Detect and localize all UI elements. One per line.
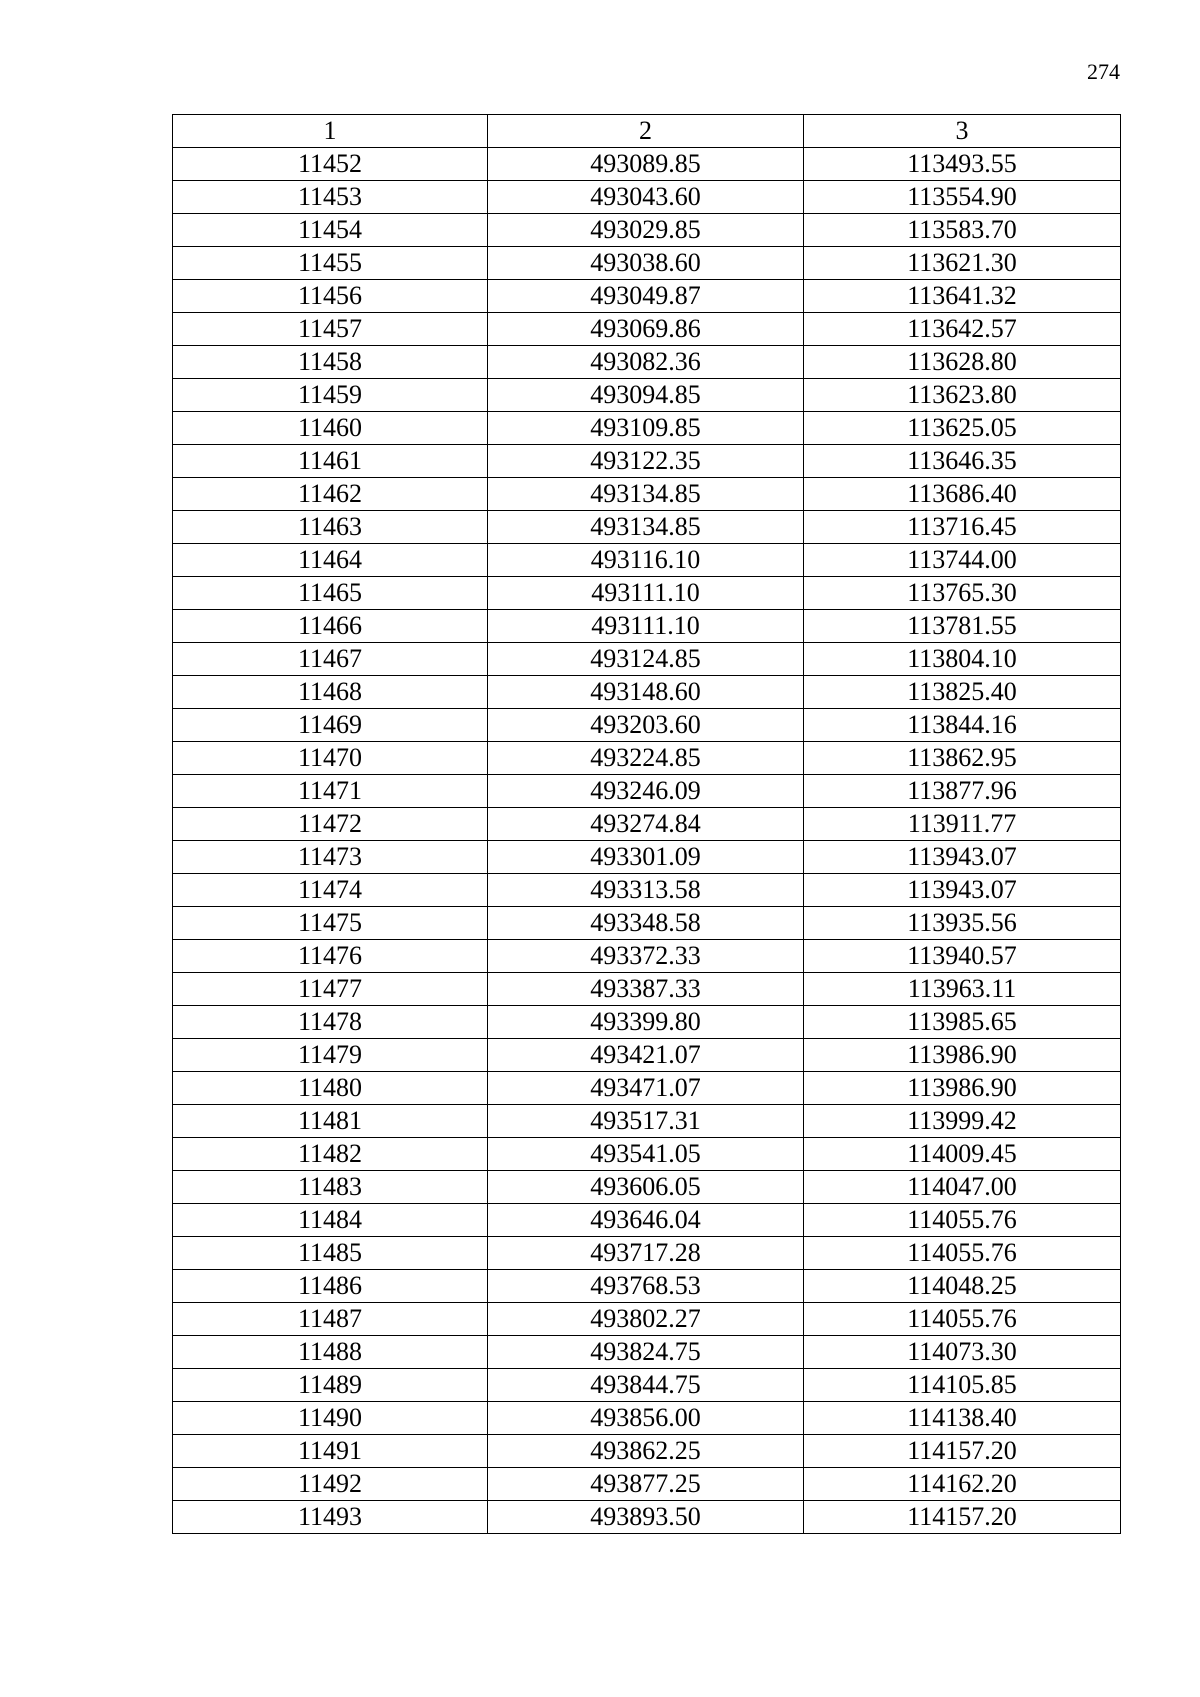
- table-row: [173, 412, 1121, 445]
- point-number-cell: 11485: [173, 1237, 488, 1270]
- header-cell-3: 3: [804, 115, 1121, 148]
- table-row: [173, 445, 1121, 478]
- coordinate-x-cell: 493043.60: [488, 181, 804, 214]
- point-number-cell: 11463: [173, 511, 488, 544]
- coordinate-x-cell: 493069.86: [488, 313, 804, 346]
- coordinate-y-cell: 113583.70: [804, 214, 1121, 247]
- coordinate-y-cell: 113825.40: [804, 676, 1121, 709]
- point-number-cell: 11465: [173, 577, 488, 610]
- coordinate-y-cell: 113943.07: [804, 874, 1121, 907]
- coordinate-y-cell: 114055.76: [804, 1303, 1121, 1336]
- point-number-cell: 11479: [173, 1039, 488, 1072]
- coordinate-x-cell: 493421.07: [488, 1039, 804, 1072]
- table-row: [173, 379, 1121, 412]
- page-number: 274: [1087, 59, 1120, 84]
- coordinate-x-cell: 493224.85: [488, 742, 804, 775]
- point-number-cell: 11473: [173, 841, 488, 874]
- coordinate-x-cell: 493824.75: [488, 1336, 804, 1369]
- point-number-cell: 11461: [173, 445, 488, 478]
- point-number-cell: 11487: [173, 1303, 488, 1336]
- table-row: [173, 313, 1121, 346]
- coordinate-x-cell: 493646.04: [488, 1204, 804, 1237]
- coordinate-x-cell: 493274.84: [488, 808, 804, 841]
- point-number-cell: 11488: [173, 1336, 488, 1369]
- point-number-cell: 11481: [173, 1105, 488, 1138]
- point-number-cell: 11467: [173, 643, 488, 676]
- coordinate-y-cell: 114157.20: [804, 1501, 1121, 1534]
- coordinate-y-cell: 114138.40: [804, 1402, 1121, 1435]
- table-row: [173, 1105, 1121, 1138]
- coordinate-x-cell: 493246.09: [488, 775, 804, 808]
- point-number-cell: 11456: [173, 280, 488, 313]
- table-row: [173, 643, 1121, 676]
- coordinate-y-cell: 114162.20: [804, 1468, 1121, 1501]
- coordinate-x-cell: 493877.25: [488, 1468, 804, 1501]
- point-number-cell: 11452: [173, 148, 488, 181]
- table-body: [173, 115, 1121, 1534]
- table-row: [173, 181, 1121, 214]
- table-row: [173, 1336, 1121, 1369]
- point-number-cell: 11480: [173, 1072, 488, 1105]
- table-row: [173, 940, 1121, 973]
- coordinate-y-cell: 114047.00: [804, 1171, 1121, 1204]
- table-row: [173, 1237, 1121, 1270]
- point-number-cell: 11470: [173, 742, 488, 775]
- point-number-cell: 11469: [173, 709, 488, 742]
- coordinate-x-cell: 493768.53: [488, 1270, 804, 1303]
- coordinate-x-cell: 493844.75: [488, 1369, 804, 1402]
- coordinate-x-cell: 493802.27: [488, 1303, 804, 1336]
- table-row: [173, 1468, 1121, 1501]
- table-row: [173, 1006, 1121, 1039]
- point-number-cell: 11476: [173, 940, 488, 973]
- table-row: [173, 577, 1121, 610]
- coordinate-x-cell: 493089.85: [488, 148, 804, 181]
- point-number-cell: 11474: [173, 874, 488, 907]
- coordinate-y-cell: 113804.10: [804, 643, 1121, 676]
- point-number-cell: 11492: [173, 1468, 488, 1501]
- coordinate-y-cell: 113765.30: [804, 577, 1121, 610]
- coordinate-x-cell: 493313.58: [488, 874, 804, 907]
- point-number-cell: 11489: [173, 1369, 488, 1402]
- table-row: [173, 1402, 1121, 1435]
- table-row: [173, 1072, 1121, 1105]
- coordinate-y-cell: 113625.05: [804, 412, 1121, 445]
- point-number-cell: 11455: [173, 247, 488, 280]
- coordinate-y-cell: 114055.76: [804, 1204, 1121, 1237]
- header-cell-2: 2: [488, 115, 804, 148]
- coordinate-x-cell: 493148.60: [488, 676, 804, 709]
- coordinate-x-cell: 493541.05: [488, 1138, 804, 1171]
- coordinate-x-cell: 493038.60: [488, 247, 804, 280]
- table-row: [173, 346, 1121, 379]
- point-number-cell: 11475: [173, 907, 488, 940]
- coordinate-y-cell: 113628.80: [804, 346, 1121, 379]
- point-number-cell: 11490: [173, 1402, 488, 1435]
- coordinate-x-cell: 493134.85: [488, 478, 804, 511]
- table-row: [173, 676, 1121, 709]
- point-number-cell: 11464: [173, 544, 488, 577]
- coordinate-y-cell: 113986.90: [804, 1039, 1121, 1072]
- coordinate-y-cell: 114157.20: [804, 1435, 1121, 1468]
- coordinate-x-cell: 493203.60: [488, 709, 804, 742]
- table-row: [173, 1270, 1121, 1303]
- coordinate-y-cell: 113943.07: [804, 841, 1121, 874]
- coordinate-x-cell: 493111.10: [488, 577, 804, 610]
- table-row: [173, 973, 1121, 1006]
- table-row: [173, 247, 1121, 280]
- coordinate-y-cell: 113940.57: [804, 940, 1121, 973]
- coordinate-y-cell: 113862.95: [804, 742, 1121, 775]
- coordinate-y-cell: 114105.85: [804, 1369, 1121, 1402]
- coordinate-x-cell: 493049.87: [488, 280, 804, 313]
- table-row: [173, 742, 1121, 775]
- coordinate-y-cell: 113911.77: [804, 808, 1121, 841]
- coordinate-x-cell: 493471.07: [488, 1072, 804, 1105]
- point-number-cell: 11458: [173, 346, 488, 379]
- coordinate-x-cell: 493856.00: [488, 1402, 804, 1435]
- coordinate-x-cell: 493717.28: [488, 1237, 804, 1270]
- point-number-cell: 11454: [173, 214, 488, 247]
- coordinate-y-cell: 113744.00: [804, 544, 1121, 577]
- coordinate-x-cell: 493517.31: [488, 1105, 804, 1138]
- coordinate-x-cell: 493122.35: [488, 445, 804, 478]
- table-row: [173, 511, 1121, 544]
- coordinate-x-cell: 493116.10: [488, 544, 804, 577]
- coordinate-x-cell: 493606.05: [488, 1171, 804, 1204]
- coordinate-y-cell: 113999.42: [804, 1105, 1121, 1138]
- point-number-cell: 11457: [173, 313, 488, 346]
- coordinate-y-cell: 113646.35: [804, 445, 1121, 478]
- coordinate-y-cell: 113642.57: [804, 313, 1121, 346]
- table-row: [173, 874, 1121, 907]
- table-row: [173, 808, 1121, 841]
- point-number-cell: 11466: [173, 610, 488, 643]
- coordinate-x-cell: 493134.85: [488, 511, 804, 544]
- table-row: [173, 1039, 1121, 1072]
- coordinate-y-cell: 114048.25: [804, 1270, 1121, 1303]
- point-number-cell: 11471: [173, 775, 488, 808]
- table-row: [173, 841, 1121, 874]
- coordinate-table: [172, 114, 1121, 1534]
- table-row: [173, 1501, 1121, 1534]
- point-number-cell: 11493: [173, 1501, 488, 1534]
- header-cell-1: 1: [173, 115, 488, 148]
- coordinate-y-cell: 113621.30: [804, 247, 1121, 280]
- coordinate-x-cell: 493109.85: [488, 412, 804, 445]
- coordinate-x-cell: 493082.36: [488, 346, 804, 379]
- coordinate-y-cell: 113554.90: [804, 181, 1121, 214]
- coordinate-x-cell: 493387.33: [488, 973, 804, 1006]
- point-number-cell: 11472: [173, 808, 488, 841]
- coordinate-x-cell: 493111.10: [488, 610, 804, 643]
- coordinate-x-cell: 493372.33: [488, 940, 804, 973]
- table-row: [173, 214, 1121, 247]
- point-number-cell: 11460: [173, 412, 488, 445]
- point-number-cell: 11482: [173, 1138, 488, 1171]
- coordinate-y-cell: 114055.76: [804, 1237, 1121, 1270]
- coordinate-y-cell: 113963.11: [804, 973, 1121, 1006]
- point-number-cell: 11484: [173, 1204, 488, 1237]
- table-row: [173, 280, 1121, 313]
- coordinate-x-cell: 493348.58: [488, 907, 804, 940]
- point-number-cell: 11462: [173, 478, 488, 511]
- table-row: [173, 1303, 1121, 1336]
- coordinate-y-cell: 113623.80: [804, 379, 1121, 412]
- table-row: [173, 148, 1121, 181]
- point-number-cell: 11478: [173, 1006, 488, 1039]
- coordinate-x-cell: 493124.85: [488, 643, 804, 676]
- coordinate-y-cell: 113935.56: [804, 907, 1121, 940]
- coordinate-y-cell: 113985.65: [804, 1006, 1121, 1039]
- table-row: [173, 610, 1121, 643]
- table-row: [173, 1171, 1121, 1204]
- point-number-cell: 11477: [173, 973, 488, 1006]
- table-row: [173, 1435, 1121, 1468]
- coordinate-y-cell: 113641.32: [804, 280, 1121, 313]
- coordinate-x-cell: 493301.09: [488, 841, 804, 874]
- coordinate-x-cell: 493893.50: [488, 1501, 804, 1534]
- table-row: [173, 1204, 1121, 1237]
- table-row: [173, 775, 1121, 808]
- table-row: [173, 544, 1121, 577]
- point-number-cell: 11491: [173, 1435, 488, 1468]
- table-row: [173, 1138, 1121, 1171]
- coordinate-y-cell: 114073.30: [804, 1336, 1121, 1369]
- coordinate-y-cell: 113686.40: [804, 478, 1121, 511]
- table-row: [173, 1369, 1121, 1402]
- table-row: [173, 907, 1121, 940]
- point-number-cell: 11468: [173, 676, 488, 709]
- point-number-cell: 11459: [173, 379, 488, 412]
- table-row: [173, 478, 1121, 511]
- coordinate-y-cell: 113493.55: [804, 148, 1121, 181]
- table-row: [173, 709, 1121, 742]
- coordinate-y-cell: 113986.90: [804, 1072, 1121, 1105]
- point-number-cell: 11486: [173, 1270, 488, 1303]
- coordinate-y-cell: 113781.55: [804, 610, 1121, 643]
- coordinate-x-cell: 493094.85: [488, 379, 804, 412]
- coordinate-y-cell: 113877.96: [804, 775, 1121, 808]
- table-header-row: [173, 115, 1121, 148]
- coordinate-x-cell: 493029.85: [488, 214, 804, 247]
- point-number-cell: 11453: [173, 181, 488, 214]
- coordinate-y-cell: 113844.16: [804, 709, 1121, 742]
- coordinate-y-cell: 113716.45: [804, 511, 1121, 544]
- coordinate-x-cell: 493862.25: [488, 1435, 804, 1468]
- coordinate-y-cell: 114009.45: [804, 1138, 1121, 1171]
- point-number-cell: 11483: [173, 1171, 488, 1204]
- coordinate-x-cell: 493399.80: [488, 1006, 804, 1039]
